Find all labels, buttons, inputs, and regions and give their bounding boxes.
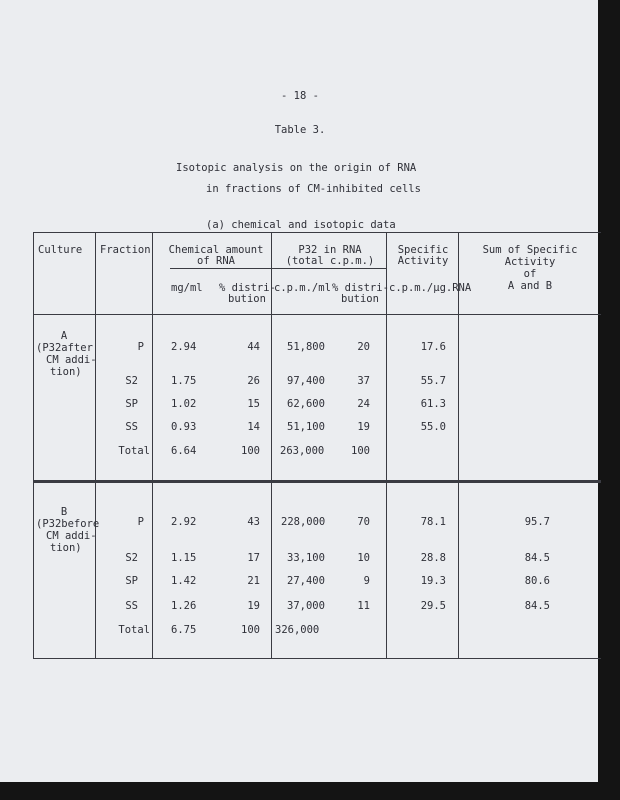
cell-pct2: 11 bbox=[357, 600, 370, 612]
cell-mg: 1.15 bbox=[171, 552, 197, 564]
cell-fraction: S2 bbox=[125, 375, 138, 387]
header-p32-line1: P32 in RNA bbox=[298, 244, 362, 256]
group-b-label-line2: CM addi- bbox=[46, 530, 97, 542]
cell-pct: 17 bbox=[247, 552, 260, 564]
cell-pct2: 37 bbox=[357, 375, 370, 387]
subheader-pct2-line2: bution bbox=[341, 293, 379, 305]
cell-pct: 14 bbox=[247, 421, 260, 433]
cell-sum: 80.6 bbox=[524, 575, 550, 587]
header-p32-line2: (total c.p.m.) bbox=[285, 255, 375, 267]
col-divider-p32 bbox=[386, 232, 387, 658]
header-chemical-line1: Chemical amount bbox=[168, 244, 264, 256]
cell-pct: 19 bbox=[247, 600, 260, 612]
group-separator-rule bbox=[33, 480, 601, 483]
header-bottom-rule bbox=[33, 314, 601, 315]
cell-specific: 19.3 bbox=[420, 575, 446, 587]
cell-pct: 21 bbox=[247, 575, 260, 587]
cell-specific: 55.0 bbox=[420, 421, 446, 433]
cell-fraction: SP bbox=[125, 398, 138, 410]
group-a-marker: A bbox=[60, 330, 68, 342]
table-label: Table 3. bbox=[274, 124, 326, 136]
col-divider-culture bbox=[95, 232, 96, 658]
cell-cpm: 326,000 bbox=[275, 624, 320, 636]
cell-mg: 6.64 bbox=[171, 445, 197, 457]
title-line-2: in fractions of CM-inhibited cells bbox=[206, 183, 421, 195]
cell-mg: 1.75 bbox=[171, 375, 197, 387]
page-number: - 18 - bbox=[281, 90, 319, 102]
cell-pct2: 24 bbox=[357, 398, 370, 410]
cell-cpm: 51,800 bbox=[287, 341, 325, 353]
cell-fraction: P bbox=[137, 341, 144, 353]
cell-pct: 15 bbox=[247, 398, 260, 410]
header-specific-line1: Specific bbox=[397, 244, 449, 256]
cell-mg: 6.75 bbox=[171, 624, 197, 636]
cell-fraction: S2 bbox=[125, 552, 138, 564]
cell-mg: 1.42 bbox=[171, 575, 197, 587]
header-sum-line4: A and B bbox=[507, 280, 553, 292]
cell-sum: 84.5 bbox=[524, 552, 550, 564]
cell-fraction: Total bbox=[118, 445, 150, 457]
cell-cpm: 263,000 bbox=[280, 445, 325, 457]
cell-specific: 61.3 bbox=[420, 398, 446, 410]
cell-cpm: 228,000 bbox=[281, 516, 326, 528]
cell-pct: 26 bbox=[247, 375, 260, 387]
table-left-border bbox=[33, 232, 34, 658]
table-bottom-rule bbox=[33, 658, 601, 659]
cell-mg: 2.94 bbox=[171, 341, 197, 353]
subheader-rule bbox=[170, 268, 386, 269]
header-culture: Culture bbox=[38, 244, 83, 256]
header-sum-line2: Activity bbox=[504, 256, 556, 268]
col-divider-specific bbox=[458, 232, 459, 658]
cell-cpm: 51,100 bbox=[287, 421, 325, 433]
cell-pct2: 9 bbox=[363, 575, 370, 587]
cell-specific: 55.7 bbox=[420, 375, 446, 387]
col-divider-chemical bbox=[271, 232, 272, 658]
cell-fraction: Total bbox=[118, 624, 150, 636]
group-a-label-line1: (P32after bbox=[36, 342, 93, 354]
header-specific-line2: Activity bbox=[397, 255, 449, 267]
cell-mg: 1.02 bbox=[171, 398, 197, 410]
cell-sum: 84.5 bbox=[524, 600, 550, 612]
cell-mg: 2.92 bbox=[171, 516, 197, 528]
cell-cpm: 62,600 bbox=[287, 398, 325, 410]
cell-cpm: 27,400 bbox=[287, 575, 325, 587]
col-divider-fraction bbox=[152, 232, 153, 658]
group-b-label-line1: (P32before bbox=[36, 518, 100, 530]
cell-pct2: 100 bbox=[351, 445, 370, 457]
cell-mg: 1.26 bbox=[171, 600, 197, 612]
cell-specific: 17.6 bbox=[420, 341, 446, 353]
subheader-pct-line1: % distri- bbox=[219, 282, 276, 294]
cell-fraction: SS bbox=[125, 421, 138, 433]
cell-pct2: 70 bbox=[357, 516, 370, 528]
cell-pct: 43 bbox=[247, 516, 260, 528]
group-b-label-line3: tion) bbox=[50, 542, 82, 554]
subheader-mg-ml: mg/ml bbox=[171, 282, 203, 294]
group-b-marker: B bbox=[60, 506, 68, 518]
cell-fraction: SS bbox=[125, 600, 138, 612]
subheader-pct2-line1: % distri- bbox=[332, 282, 389, 294]
cell-pct2: 10 bbox=[357, 552, 370, 564]
cell-cpm: 33,100 bbox=[287, 552, 325, 564]
header-fraction: Fraction bbox=[100, 244, 151, 256]
cell-mg: 0.93 bbox=[171, 421, 197, 433]
cell-pct: 100 bbox=[241, 445, 260, 457]
cell-pct2: 20 bbox=[357, 341, 370, 353]
cell-pct: 44 bbox=[247, 341, 260, 353]
cell-specific: 78.1 bbox=[420, 516, 446, 528]
group-a-label-line3: tion) bbox=[50, 366, 82, 378]
table-top-rule bbox=[33, 232, 601, 233]
subheader-pct-line2: bution bbox=[228, 293, 266, 305]
cell-specific: 28.8 bbox=[420, 552, 446, 564]
cell-pct: 100 bbox=[241, 624, 260, 636]
cell-pct2: 19 bbox=[357, 421, 370, 433]
cell-cpm: 97,400 bbox=[287, 375, 325, 387]
header-chemical-line2: of RNA bbox=[197, 255, 235, 267]
group-a-label-line2: CM addi- bbox=[46, 354, 97, 366]
cell-fraction: P bbox=[137, 516, 144, 528]
subheader-cpm-ml: c.p.m./ml bbox=[274, 282, 331, 294]
title-line-1: Isotopic analysis on the origin of RNA bbox=[176, 162, 417, 174]
header-sum-line3: of bbox=[523, 268, 537, 280]
header-sum-line1: Sum of Specific bbox=[482, 244, 578, 256]
subheader-cpm-ug: c.p.m./µg.RNA bbox=[389, 282, 472, 294]
cell-cpm: 37,000 bbox=[287, 600, 325, 612]
cell-fraction: SP bbox=[125, 575, 138, 587]
cell-specific: 29.5 bbox=[420, 600, 446, 612]
table-subtitle: (a) chemical and isotopic data bbox=[206, 219, 396, 231]
cell-sum: 95.7 bbox=[524, 516, 550, 528]
